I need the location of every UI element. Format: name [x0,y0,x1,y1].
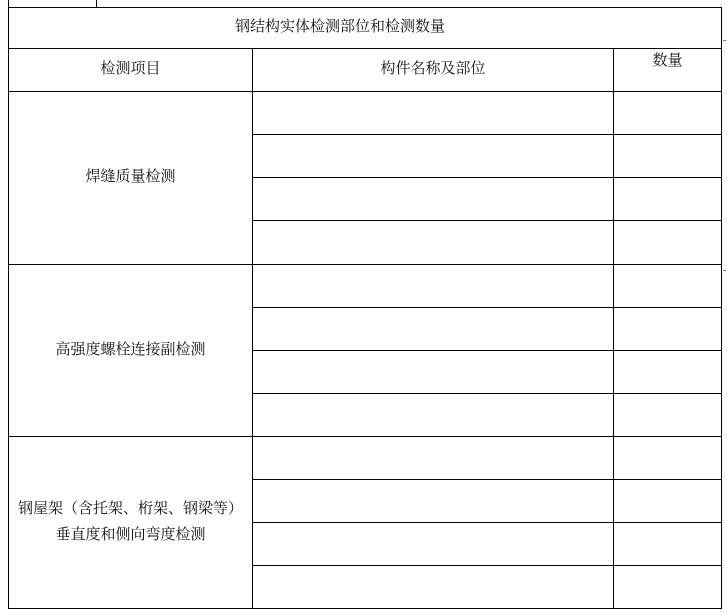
quantity-cell[interactable] [614,178,721,220]
component-cell[interactable] [253,437,613,479]
group-label-steel-roof-truss-line-2: 垂直度和侧向弯度检测 [55,525,206,543]
quantity-cell[interactable] [614,437,721,479]
quantity-cell[interactable] [614,566,721,608]
table-top-border [8,7,722,8]
table-right-border [721,7,722,609]
component-cell[interactable] [253,523,613,565]
table-bottom-border [8,608,722,609]
component-cell[interactable] [253,178,613,220]
quantity-cell[interactable] [614,308,721,350]
edge-tick-mark [723,40,726,41]
quantity-cell[interactable] [614,394,721,436]
component-cell[interactable] [253,480,613,522]
component-cell[interactable] [253,221,613,264]
header-item: 检测项目 [100,59,161,77]
table-title: 钢结构实体检测部位和检测数量 [234,17,445,35]
quantity-cell[interactable] [614,523,721,565]
component-cell[interactable] [253,394,613,436]
group-label-high-strength-bolt: 高强度螺栓连接副检测 [55,340,206,358]
component-cell[interactable] [253,351,613,393]
edge-tick-mark [723,270,726,271]
quantity-cell[interactable] [614,351,721,393]
quantity-cell[interactable] [614,265,721,307]
component-cell[interactable] [253,265,613,307]
component-cell[interactable] [253,566,613,608]
component-cell[interactable] [253,135,613,177]
component-cell[interactable] [253,92,613,134]
quantity-cell[interactable] [614,221,721,264]
group-label-weld-quality: 焊缝质量检测 [85,167,176,185]
header-component: 构件名称及部位 [380,59,486,77]
quantity-cell[interactable] [614,480,721,522]
header-quantity: 数量 [652,51,683,69]
group-label-steel-roof-truss-line-1: 钢屋架（含托架、桁架、钢梁等） [17,499,243,517]
table-left-border [8,7,9,609]
component-cell[interactable] [253,308,613,350]
quantity-cell[interactable] [614,92,721,134]
title-bottom-border [8,48,722,49]
quantity-cell[interactable] [614,135,721,177]
